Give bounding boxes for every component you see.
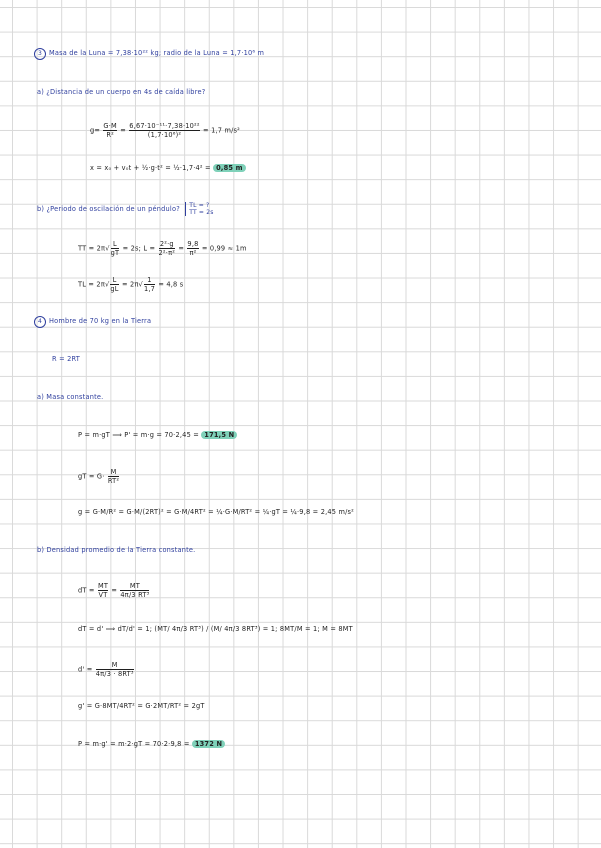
q3b-eq1-frac2 xyxy=(187,240,198,257)
num: 1 xyxy=(147,276,152,284)
den: gL xyxy=(110,285,119,293)
q3a-eq1: g= $\frac{G\cdot M}{\text{R²}}$ = $\frac{\text{6,67·10⁻¹¹·7,38·10²²}}{\text{(1,7·10⁶)²}}$ = 1,7 m/s² xyxy=(90,122,240,139)
den: 2²·π² xyxy=(158,249,176,257)
q4a-eq2 xyxy=(78,468,120,485)
q3-number: 3 xyxy=(34,48,46,60)
q3b-eq1-result: = 0,99 ≈ 1m xyxy=(201,244,247,253)
q4b-eq3 xyxy=(78,661,135,678)
q3a-eq1-frac2 xyxy=(129,122,200,139)
q3b-title: b) ¿Periodo de oscilación de un péndulo? xyxy=(37,205,180,213)
q3b-eq2-mid: = 2π xyxy=(121,280,139,289)
num: 9,8 xyxy=(187,240,199,248)
q3b-eq1: TT = 2π√ $\frac{L}{gT}$ = 2s; L = $\frac{\text{2²·g}}{\text{2²·π²}}$ = $\frac{9,8}{\text{π²}}$ = 0,99 ≈ 1m xyxy=(78,240,247,257)
q3a-eq1-lhs: g= xyxy=(90,126,101,135)
q3a-title: a) ¿Distancia de un cuerpo en 4s de caída libre? xyxy=(37,88,206,96)
num: G·M xyxy=(103,122,117,130)
q3b-brace xyxy=(185,202,213,216)
q3b-eq1-rad xyxy=(111,240,120,257)
q4-number: 4 xyxy=(34,316,46,328)
q4b-eq5 xyxy=(78,740,225,748)
num: L xyxy=(112,276,117,284)
q3b-eq2-rad2 xyxy=(144,276,155,293)
den: RT² xyxy=(107,477,120,485)
q4a-eq3: g = G·M/R² = G·M/(2RT)² = G·M/4RT² = ¼·G·M/RT² = ¼·gT = ¼·9,8 = 2,45 m/s² xyxy=(78,508,355,516)
q4a-eq1-text: P = m·gT ⟹ P' = m·g = 70·2,45 = xyxy=(78,431,199,439)
q4b-eq2: dT = d' ⟹ dT/d' = 1; (MT/ 4π/3 RT³) / (M/ 4π/3 8RT³) = 1; 8MT/M = 1; M = 8MT xyxy=(78,625,353,633)
num: 6,67·10⁻¹¹·7,38·10²² xyxy=(129,122,200,130)
brace-bot: TT = 2s xyxy=(189,209,214,216)
q4b-eq5-result: 1372 N xyxy=(192,740,225,748)
den: 1,7 xyxy=(143,285,156,293)
num: MT xyxy=(97,582,109,590)
q4b-eq3-frac xyxy=(96,661,134,678)
q4b-title: b) Densidad promedio de la Tierra constante. xyxy=(37,546,196,554)
den: 4π/3 RT³ xyxy=(120,591,150,599)
q4a-eq2-frac xyxy=(108,468,119,485)
num: M xyxy=(110,468,117,476)
q3b-eq1-mid: = 2s; L = xyxy=(122,244,156,253)
num: 2²·g xyxy=(159,240,174,248)
den: R² xyxy=(103,130,117,139)
q3b-eq1-lhs: TT = 2π xyxy=(78,244,106,253)
q4b-eq1-frac2 xyxy=(120,582,149,599)
num: M xyxy=(111,661,118,669)
q4b-eq1-lhs: dT = xyxy=(78,586,95,595)
q3b-eq2-lhs: TL = 2π xyxy=(78,280,105,289)
q3b-eq2-rad xyxy=(110,276,118,293)
q4-header xyxy=(34,316,151,328)
q3a-eq2 xyxy=(90,164,246,172)
q4b-eq4: g' = G·8MT/4RT² = G·2MT/RT² = 2gT xyxy=(78,702,205,710)
q4a-eq1-result: 171,5 N xyxy=(201,431,237,439)
q3b-eq1-frac xyxy=(159,240,176,257)
q3b-eq2-result: = 4,8 s xyxy=(158,280,184,289)
q3b-eq2: TL = 2π√ $\frac{L}{gL}$ = 2π√ $\frac{1}{1,7}$ = 4,8 s xyxy=(78,276,184,293)
q4b-eq3-lhs: d' = xyxy=(78,665,93,674)
q3a-eq1-frac xyxy=(103,122,117,139)
q4b-eq5-text: P = m·g' = m·2·gT = 70·2·9,8 = xyxy=(78,740,190,748)
q3a-eq2-result: 0,85 m xyxy=(213,164,246,172)
den: gT xyxy=(110,249,120,257)
q4-header-text: Hombre de 70 kg en la Tierra xyxy=(49,317,152,325)
brace-top: TL = ? xyxy=(189,202,210,209)
q4a-eq1 xyxy=(78,431,237,439)
q4b-eq1: dT = $\frac{MT}{VT}$ = $\frac{MT}{\text{4π/3 RT³}}$ xyxy=(78,582,150,599)
q4a-eq2-lhs: gT = G· xyxy=(78,472,105,481)
num: L xyxy=(113,240,117,248)
q3b-title-row xyxy=(37,202,214,216)
q4b-eq1-frac xyxy=(98,582,108,599)
den: VT xyxy=(98,591,108,599)
num: MT xyxy=(129,582,140,590)
q3a-eq1-result: = 1,7 m/s² xyxy=(203,126,240,135)
q3a-eq2-text: x = x₀ + v₀t + ½·g·t² = ½·1,7·4² = xyxy=(90,164,211,172)
q3-header-text: Masa de la Luna = 7,38·10²² kg; radio de la Luna = 1,7·10⁶ m xyxy=(49,49,265,57)
q4-given: R = 2RT xyxy=(52,355,81,363)
den: (1,7·10⁶)² xyxy=(129,130,200,139)
den: 4π/3 · 8RT³ xyxy=(95,670,134,678)
q4a-title: a) Masa constante. xyxy=(37,393,104,401)
den: π² xyxy=(187,248,198,257)
q3-header xyxy=(34,48,264,60)
